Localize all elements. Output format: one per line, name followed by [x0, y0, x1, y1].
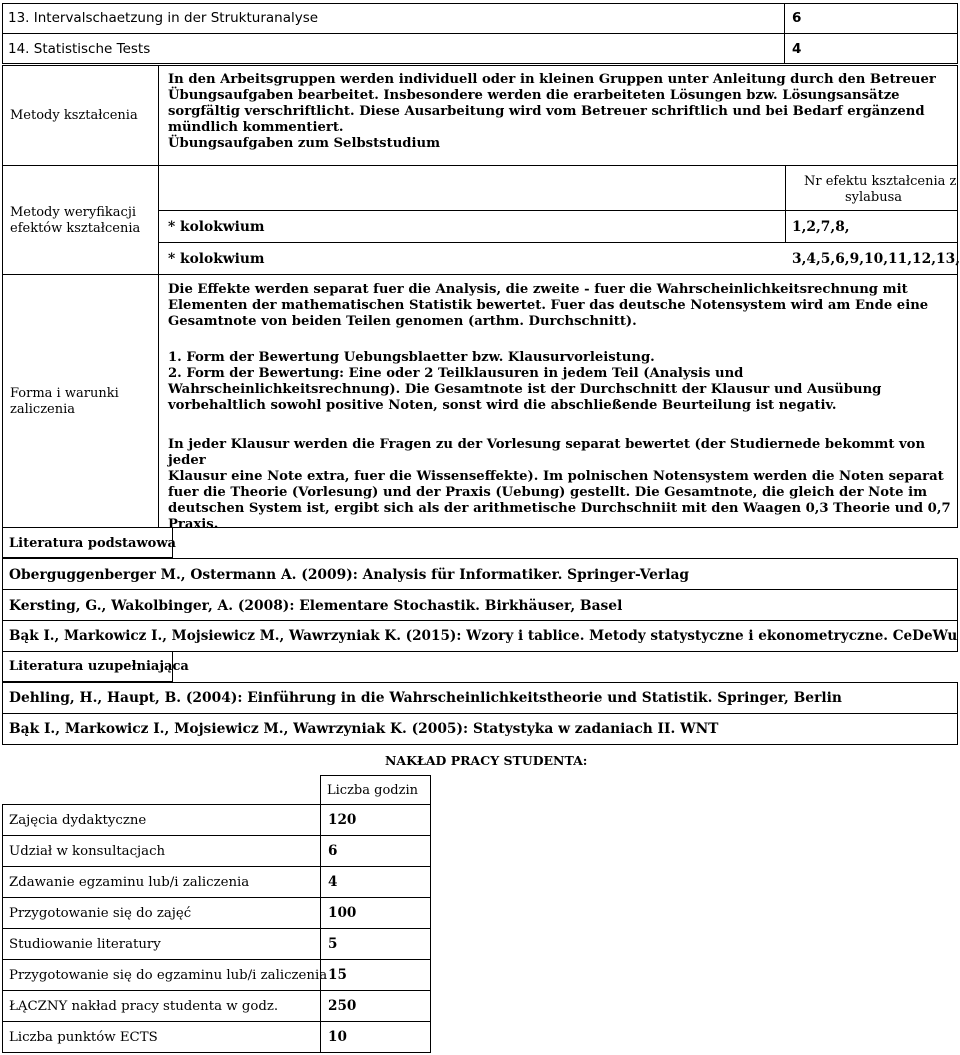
weryfikacja-header-divider — [785, 165, 786, 211]
naklad-label: ŁĄCZNY nakład pracy studenta w godz. — [9, 999, 279, 1014]
forma-label-cell — [2, 274, 159, 528]
forma-p3-line: Praxis. — [168, 517, 219, 532]
forma-paragraph-3 — [168, 437, 960, 533]
verification-method-2: * kolokwium — [168, 251, 265, 267]
forma-p2-line: 2. Form der Bewertung: Eine oder 2 Teilklausuren in jedem Teil (Analysis und — [168, 366, 744, 381]
weryfikacja-label-cell — [2, 165, 159, 275]
weryfikacja-label-line-2: efektów kształcenia — [10, 221, 141, 236]
naklad-label: Liczba punktów ECTS — [9, 1030, 158, 1045]
naklad-label: Przygotowanie się do egzaminu lub/i zaliczenia — [9, 968, 328, 983]
section-hours-13: 6 — [792, 10, 802, 26]
weryfikacja-label-line-1: Metody weryfikacji — [10, 205, 137, 220]
section-hours-14: 4 — [792, 41, 802, 57]
section-row-14-hours-cell — [784, 33, 958, 64]
naklad-label: Udział w konsultacjach — [9, 844, 166, 859]
naklad-col-header: Liczba godzin — [327, 783, 418, 798]
literatura-podstawowa-item-3: Bąk I., Markowicz I., Mojsiewicz M., Wawrzyniak K. (2015): Wzory i tablice. Metody statystyczne i ekonometryczne. CeDeWu — [9, 628, 958, 644]
verification-effects-2: 3,4,5,6,9,10,11,12,13, — [792, 251, 960, 267]
verification-method-1: * kolokwium — [168, 219, 265, 235]
section-title-13: 13. Intervalschaetzung in der Strukturanalyse — [8, 10, 319, 26]
literatura-podstawowa-label: Literatura podstawowa — [9, 536, 176, 551]
metody-ksztalcenia-label: Metody kształcenia — [10, 108, 138, 123]
section-title-14: 14. Statistische Tests — [8, 41, 151, 57]
forma-p1-line: Elementen der mathematischen Statistik bewertet. Fuer das deutsche Notensystem wird am Ende eine — [168, 298, 929, 313]
forma-p3-line: Klausur eine Note extra, fuer die Wissenseffekte). Im polnischen Notensystem werden die Noten separat — [168, 469, 944, 484]
metody-line: Übungsaufgaben zum Selbststudium — [168, 136, 441, 151]
forma-label-line-2: zaliczenia — [10, 402, 76, 417]
metody-line: mündlich kommentiert. — [168, 120, 344, 135]
effects-header-line-2: sylabusa — [845, 190, 903, 205]
forma-p3-line: In jeder Klausur werden die Fragen zu der Vorlesung separat bewertet (der Studiernede bekommt von jeder — [168, 437, 926, 468]
naklad-label: Zdawanie egzaminu lub/i zaliczenia — [9, 875, 250, 890]
naklad-label: Zajęcia dydaktyczne — [9, 813, 147, 828]
literatura-podstawowa-item-1: Oberguggenberger M., Ostermann A. (2009): Analysis für Informatiker. Springer-Verlag — [9, 567, 690, 583]
weryfikacja-row-1-divider — [785, 210, 786, 243]
effects-header-line-1: Nr efektu kształcenia z — [804, 174, 957, 189]
verification-effects-1: 1,2,7,8, — [792, 219, 850, 235]
metody-line: Übungsaufgaben bearbeitet. Insbesondere werden die erarbeiteten Lösungen bzw. Lösungsansätze — [168, 88, 900, 103]
literatura-podstawowa-item-2: Kersting, G., Wakolbinger, A. (2008): Elementare Stochastik. Birkhäuser, Basel — [9, 598, 623, 614]
naklad-value: 10 — [328, 1029, 347, 1045]
forma-p2-line: 1. Form der Bewertung Uebungsblaetter bzw. Klausurvorleistung. — [168, 350, 655, 365]
naklad-label: Studiowanie literatury — [9, 937, 161, 952]
forma-p1-line: Die Effekte werden separat fuer die Analysis, die zweite - fuer die Wahrscheinlichkeitsrechnung mit — [168, 282, 908, 297]
naklad-value: 120 — [328, 812, 357, 828]
literatura-uzupelniajaca-item-1: Dehling, H., Haupt, B. (2004): Einführung in die Wahrscheinlichkeitstheorie und Statistik. Springer, Berlin — [9, 690, 842, 706]
forma-paragraph-1 — [168, 282, 928, 330]
literatura-uzupelniajaca-label: Literatura uzupełniająca — [9, 659, 189, 674]
metody-line: In den Arbeitsgruppen werden individuell oder in kleinen Gruppen unter Anleitung durch den Betreuer — [168, 72, 936, 87]
naklad-value: 5 — [328, 936, 338, 952]
literatura-uzupelniajaca-item-2: Bąk I., Markowicz I., Mojsiewicz M., Wawrzyniak K. (2005): Statystyka w zadaniach II. WNT — [9, 721, 719, 737]
naklad-value: 100 — [328, 905, 357, 921]
naklad-title: NAKŁAD PRACY STUDENTA: — [385, 753, 588, 768]
forma-paragraph-2 — [168, 350, 881, 414]
forma-p1-line: Gesamtnote von beiden Teilen genomen (arthm. Durchschnitt). — [168, 314, 637, 329]
naklad-value: 15 — [328, 967, 347, 983]
naklad-value: 250 — [328, 998, 357, 1014]
metody-line: sorgfältig verschriftlicht. Diese Ausarbeitung wird vom Betreuer schriftlich und bei Bedarf ergänzend — [168, 104, 925, 119]
metody-ksztalcenia-text — [168, 72, 936, 152]
naklad-value: 6 — [328, 843, 338, 859]
forma-p3-line: fuer die Theorie (Vorlesung) und der Praxis (Uebung) gestellt. Die Gesamtnote, die gleich der Note im — [168, 485, 928, 500]
forma-p2-line: Wahrscheinlichkeitsrechnung). Die Gesamtnote ist der Durchschnitt der Klausur und Ausübung — [168, 382, 882, 397]
forma-p2-line: vorbehaltlich sowohl positive Noten, sonst wird die abschließende Beurteilung ist negativ. — [168, 398, 837, 413]
forma-label-line-1: Forma i warunki — [10, 386, 119, 401]
section-row-13-hours-cell — [784, 3, 958, 34]
naklad-label: Przygotowanie się do zajęć — [9, 906, 192, 921]
forma-p3-line: deutschen System ist, ergibt sich als der arithmetische Durchschniit mit den Waagen 0,3 Theorie und 0,7 — [168, 501, 951, 516]
naklad-value: 4 — [328, 874, 338, 890]
